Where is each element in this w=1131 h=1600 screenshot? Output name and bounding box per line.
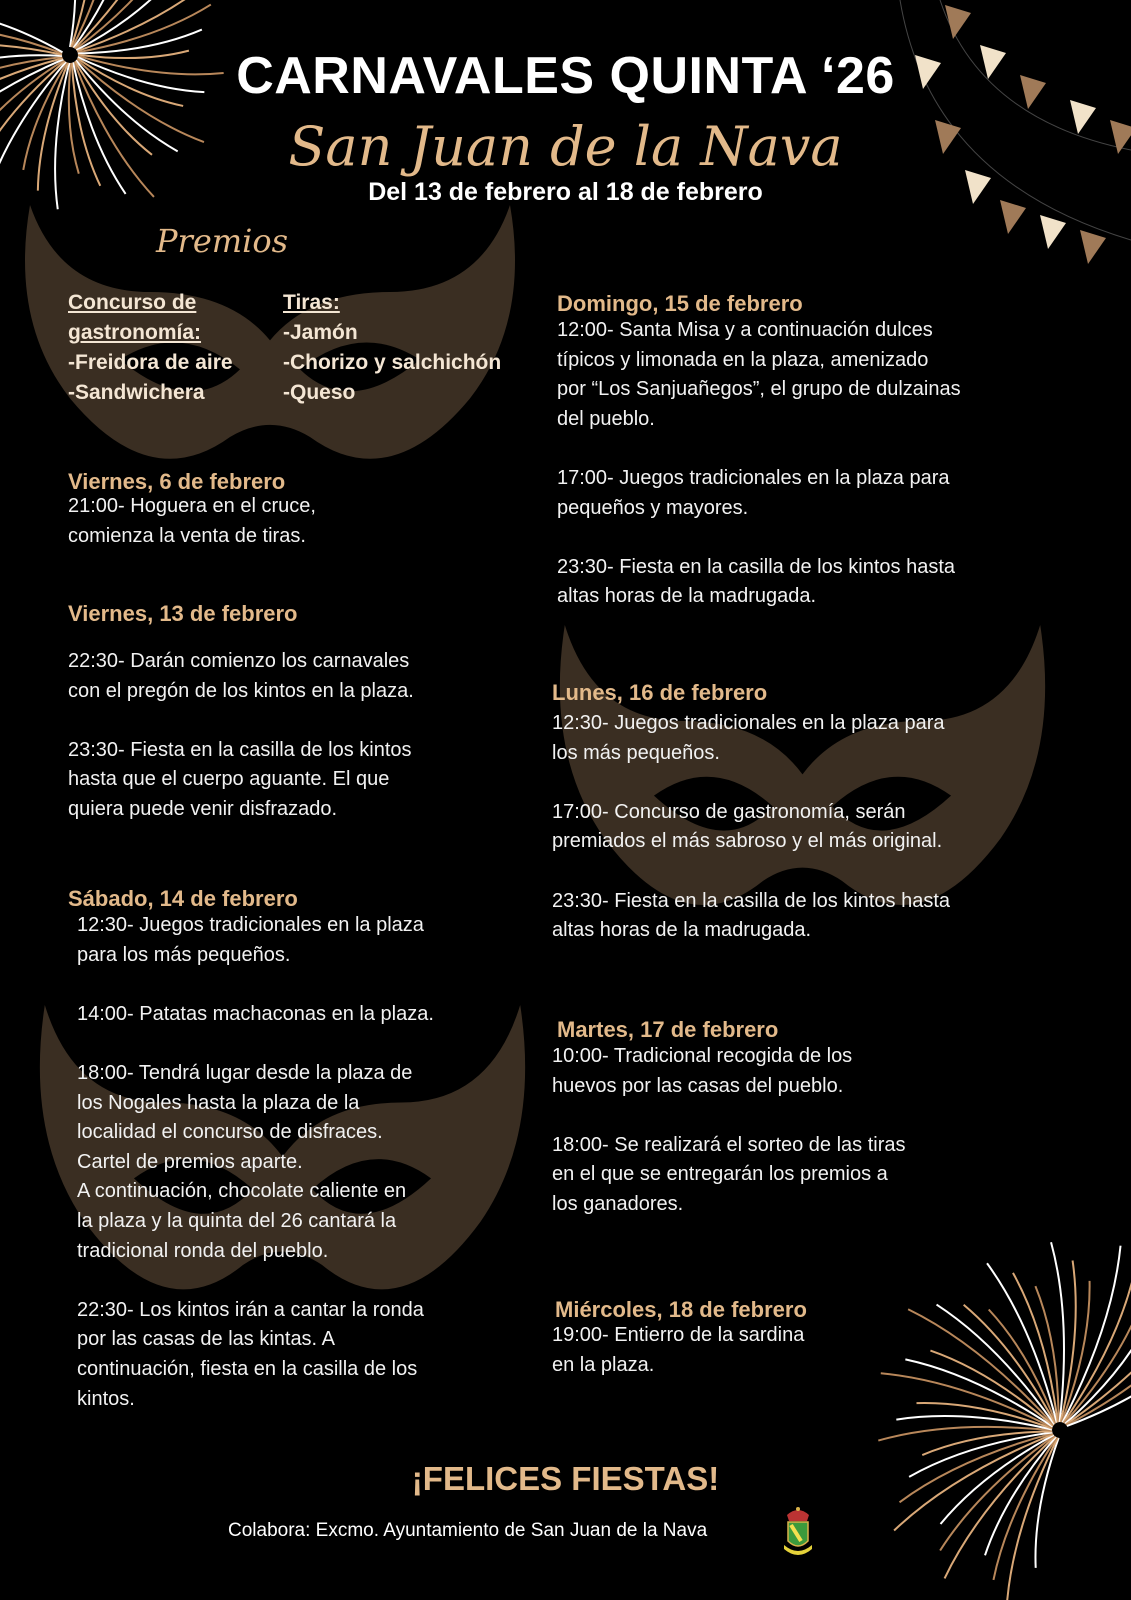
greeting: ¡FELICES FIESTAS!	[411, 1460, 720, 1497]
day-events	[552, 709, 950, 946]
day-events	[68, 492, 316, 551]
event-line: del pueblo.	[557, 407, 655, 430]
fireworks-bottom-right-icon	[878, 1242, 1131, 1600]
event-line: quiera puede venir disfrazado.	[68, 797, 338, 820]
day-heading: Viernes, 6 de febrero	[68, 469, 286, 494]
event-line: 18:00- Tendrá lugar desde la plaza de	[77, 1061, 413, 1084]
event-entry	[77, 911, 434, 970]
prize-item: -Sandwichera	[68, 381, 205, 404]
event-entry	[552, 709, 950, 768]
event-line: en la plaza.	[552, 1353, 655, 1376]
day-events	[552, 1042, 906, 1220]
day-events	[77, 911, 434, 1414]
event-line: localidad el concurso de disfraces.	[77, 1121, 383, 1144]
event-line: 14:00- Patatas machaconas en la plaza.	[77, 1002, 434, 1025]
event-line: típicos y limonada en la plaza, amenizado	[557, 348, 929, 371]
event-line: hasta que el cuerpo aguante. El que	[68, 768, 390, 791]
event-line: la plaza y la quinta del 26 cantará la	[77, 1209, 397, 1232]
poster-title: CARNAVALES QUINTA ‘26	[236, 47, 895, 105]
day-heading: Sábado, 14 de febrero	[68, 886, 298, 911]
event-line: 23:30- Fiesta en la casilla de los kintos hasta	[552, 889, 950, 912]
event-line: 23:30- Fiesta en la casilla de los kintos	[68, 738, 412, 761]
event-line: los más pequeños.	[552, 741, 720, 764]
prize-title: gastronomía:	[68, 321, 202, 344]
event-line: premiados el más sabroso y el más original.	[552, 830, 943, 853]
event-entry	[552, 1131, 906, 1220]
prize-item: -Chorizo y salchichón	[283, 351, 502, 374]
day-events	[557, 316, 961, 612]
day-events	[68, 647, 414, 825]
event-line: 19:00- Entierro de la sardina	[552, 1324, 805, 1346]
event-entry	[552, 798, 950, 857]
event-line: 12:30- Juegos tradicionales en la plaza	[77, 914, 424, 936]
collaborator-credit: Colabora: Excmo. Ayuntamiento de San Juan de la Nava	[228, 1520, 708, 1541]
event-line: 10:00- Tradicional recogida de los	[552, 1045, 853, 1067]
prize-item: -Freidora de aire	[68, 351, 233, 374]
event-line: con el pregón de los kintos en la plaza.	[68, 679, 414, 702]
event-line: 22:30- Darán comienzo los carnavales	[68, 650, 410, 672]
event-line: 17:00- Juegos tradicionales en la plaza para	[557, 466, 950, 489]
event-line: por las casas de las kintas. A	[77, 1328, 335, 1351]
event-line: pequeños y mayores.	[557, 496, 749, 519]
prize-title: Concurso de	[68, 291, 197, 314]
event-line: 17:00- Concurso de gastronomía, serán	[552, 800, 906, 823]
prizes-heading: Premios	[156, 222, 289, 260]
event-line: los Nogales hasta la plaza de la	[77, 1091, 360, 1114]
day-heading: Viernes, 13 de febrero	[68, 601, 298, 626]
event-entry	[552, 1321, 804, 1380]
event-line: huevos por las casas del pueblo.	[552, 1074, 844, 1097]
day-heading: Domingo, 15 de febrero	[557, 291, 803, 316]
day-heading: Lunes, 16 de febrero	[552, 680, 768, 705]
event-line: A continuación, chocolate caliente en	[77, 1180, 407, 1203]
event-line: altas horas de la madrugada.	[552, 919, 812, 942]
day-heading: Miércoles, 18 de febrero	[555, 1297, 807, 1322]
prizes-tiras	[283, 288, 501, 408]
event-entry	[552, 887, 950, 946]
event-line: altas horas de la madrugada.	[557, 585, 817, 608]
day-events	[552, 1321, 804, 1380]
coat-of-arms-icon	[779, 1505, 817, 1561]
poster-subtitle: San Juan de la Nava	[288, 115, 843, 178]
event-line: los ganadores.	[552, 1192, 684, 1215]
prize-item: -Jamón	[283, 321, 358, 344]
event-line: comienza la venta de tiras.	[68, 524, 306, 547]
event-entry	[557, 464, 961, 523]
event-entry	[68, 736, 414, 825]
event-entry	[77, 1296, 434, 1414]
event-line: Cartel de premios aparte.	[77, 1150, 303, 1173]
event-line: 18:00- Se realizará el sorteo de las tiras	[552, 1133, 906, 1156]
event-line: por “Los Sanjuañegos”, el grupo de dulzainas	[557, 378, 961, 401]
event-line: 21:00- Hoguera en el cruce,	[68, 495, 316, 517]
prizes-gastronomia	[68, 288, 233, 408]
prize-item: -Queso	[283, 381, 356, 404]
event-line: para los más pequeños.	[77, 943, 291, 966]
event-line: 12:00- Santa Misa y a continuación dulces	[557, 319, 933, 341]
date-range: Del 13 de febrero al 18 de febrero	[368, 178, 763, 206]
event-entry	[557, 553, 961, 612]
day-heading: Martes, 17 de febrero	[557, 1017, 779, 1042]
event-entry	[557, 316, 961, 434]
event-entry	[68, 492, 316, 551]
event-line: kintos.	[77, 1387, 135, 1410]
event-entry	[68, 647, 414, 706]
event-line: continuación, fiesta en la casilla de los	[77, 1357, 418, 1380]
prize-title: Tiras:	[283, 291, 340, 314]
event-line: 12:30- Juegos tradicionales en la plaza para	[552, 712, 945, 734]
event-entry	[77, 1000, 434, 1030]
event-entry	[552, 1042, 906, 1101]
event-line: en el que se entregarán los premios a	[552, 1163, 888, 1186]
event-line: tradicional ronda del pueblo.	[77, 1239, 329, 1262]
event-line: 22:30- Los kintos irán a cantar la ronda	[77, 1298, 424, 1321]
event-line: 23:30- Fiesta en la casilla de los kintos hasta	[557, 555, 955, 578]
event-entry	[77, 1059, 434, 1266]
